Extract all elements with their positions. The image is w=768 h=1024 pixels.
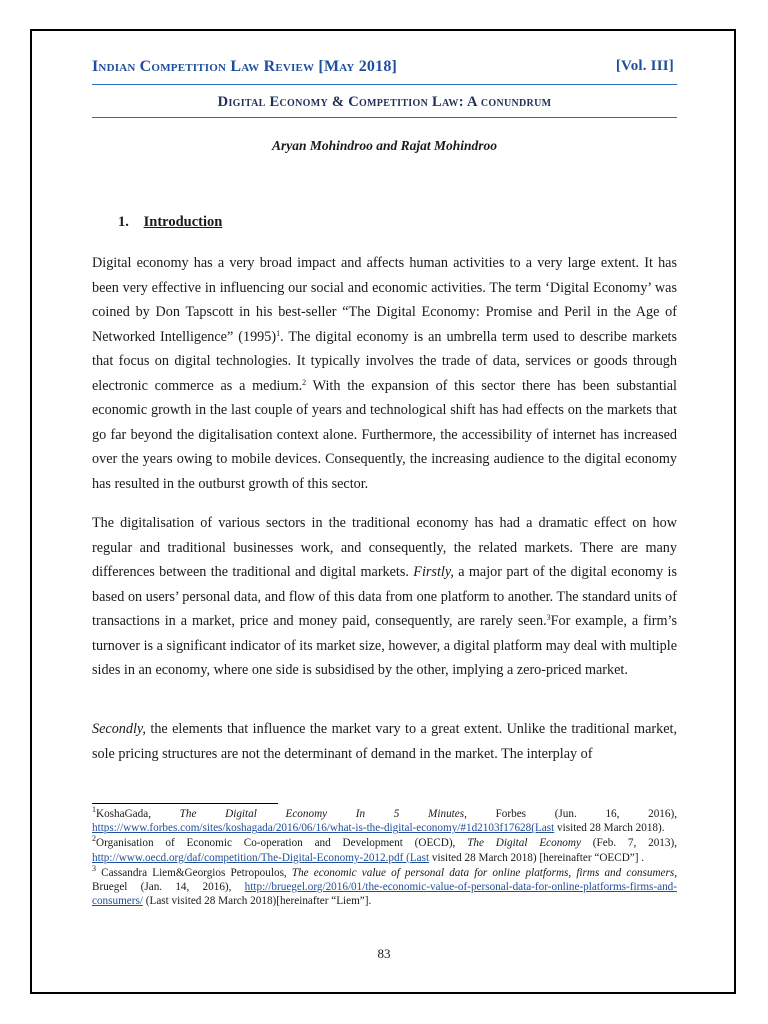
footnote-source-title: The Digital Economy In 5 Minutes, bbox=[179, 808, 467, 820]
page-number: 83 bbox=[377, 946, 391, 961]
footnote-link[interactable]: https://www.forbes.com/sites/koshagada/2016/06/16/what-is-the-digital-economy/#1d2103f17628(Last bbox=[92, 822, 555, 835]
footnote-link[interactable]: http://bruegel.org/2016/01/the-economic-value-of-personal-data-for-online-platforms-firms-and-consumers/ bbox=[92, 881, 677, 908]
paragraph-text: the elements that influence the market vary to a great extent. Unlike the traditional market, sole pricing structures are not the determinant of demand in the market. The interplay of bbox=[92, 721, 677, 762]
footnote-text: Bruegel (Jan. 14, 2016), bbox=[92, 881, 245, 894]
footnote-separator bbox=[92, 803, 278, 804]
article-title: Digital Economy & Competition Law: A conundrum bbox=[217, 94, 552, 110]
section-number: 1. bbox=[118, 214, 129, 230]
footnote-2 bbox=[92, 836, 677, 864]
footnote-source-title: The economic value of personal data for online platforms, firms and consumers, bbox=[291, 866, 677, 879]
footnote-text: (Last visited 28 March 2018)[hereinafter “Liem”]. bbox=[142, 895, 372, 908]
emphasis-secondly: Secondly, bbox=[92, 721, 146, 737]
footnote-mark: 1 bbox=[92, 805, 96, 814]
article-authors: Aryan Mohindroo and Rajat Mohindroo bbox=[271, 138, 498, 153]
paragraph-text: . The digital economy is an umbrella term used to describe markets that focus on digital technologies. It typically involves the trade of data, services or goods through electronic commerce as a medium. bbox=[92, 328, 677, 394]
footnote-ref-3[interactable]: 3 bbox=[546, 613, 551, 622]
footnote-ref-2[interactable]: 2 bbox=[302, 377, 307, 387]
paragraph-text: The digitalisation of various sectors in the traditional economy has had a dramatic effect on how regular and traditional businesses work, and consequently, the related markets. There are many differences between the traditional and digital markets. bbox=[92, 515, 677, 580]
paragraph-text: With the expansion of this sector there has been substantial economic growth in the last couple of years and technological shift has had effects on the markets that go far beyond the digitalisation context alone. Furthermore, the accessibility of internet has increased over the years owing to mobile devices. Consequently, the increasing audience to the digital economy has resulted in the outburst growth of this sector. bbox=[92, 377, 677, 492]
footnote-source-title: The Digital Economy bbox=[467, 837, 581, 850]
paragraph-text: For example, a firm’s turnover is a significant indicator of its market size, however, a digital platform may deal with multiple sides in an economy, where one side is subsidised by the other, implying a zero-priced market. bbox=[92, 613, 677, 678]
paragraph-text: a major part of the digital economy is based on users’ personal data, and flow of this data from one platform to another. The standard units of transactions in a market, price and money paid, consequently, are rarely seen. bbox=[92, 564, 677, 629]
footnote-text: Cassandra Liem&Georgios Petropoulos, bbox=[96, 866, 292, 879]
journal-title: Indian Competition Law Review [May 2018] bbox=[92, 58, 398, 75]
footnote-mark: 3 bbox=[92, 863, 96, 873]
running-header bbox=[92, 58, 674, 82]
paragraph-3 bbox=[92, 717, 677, 766]
footnotes bbox=[92, 807, 677, 909]
footnote-3 bbox=[92, 863, 677, 909]
footnote-text: Organisation of Economic Co-operation and Development (OECD), bbox=[96, 837, 468, 850]
footnote-text: visited 28 March 2018) [hereinafter “OECD”] . bbox=[429, 851, 645, 864]
footnote-1 bbox=[92, 807, 677, 835]
paragraph-1 bbox=[92, 251, 677, 496]
emphasis-firstly: Firstly, bbox=[413, 564, 454, 580]
footnote-mark: 2 bbox=[92, 834, 96, 844]
footnote-text: KoshaGada, bbox=[96, 808, 180, 820]
header-rule bbox=[92, 84, 677, 85]
volume-label: [Vol. III] bbox=[615, 58, 674, 74]
section-title: Introduction bbox=[143, 214, 223, 230]
paragraph-2 bbox=[92, 511, 677, 683]
footnote-text: visited 28 March 2018). bbox=[554, 822, 665, 835]
paragraph-text: Digital economy has a very broad impact and affects human activities to a very large extent. It has been very effective in influencing our social and economic activities. The term ‘Digital Economy’ was coined by Don Tapscott in his best-seller “The Digital Economy: Promise and Peril in the Age of Networked Intelligence” (1995) bbox=[92, 255, 677, 345]
footnote-ref-1[interactable]: 1 bbox=[276, 328, 281, 338]
footnote-link[interactable]: http://www.oecd.org/daf/competition/The-Digital-Economy-2012.pdf (Last bbox=[92, 851, 430, 864]
title-rule bbox=[92, 117, 677, 118]
section-heading bbox=[118, 214, 222, 231]
footnote-text: Forbes (Jun. 16, 2016), bbox=[466, 808, 677, 820]
footnote-text: (Feb. 7, 2013), bbox=[580, 837, 678, 850]
